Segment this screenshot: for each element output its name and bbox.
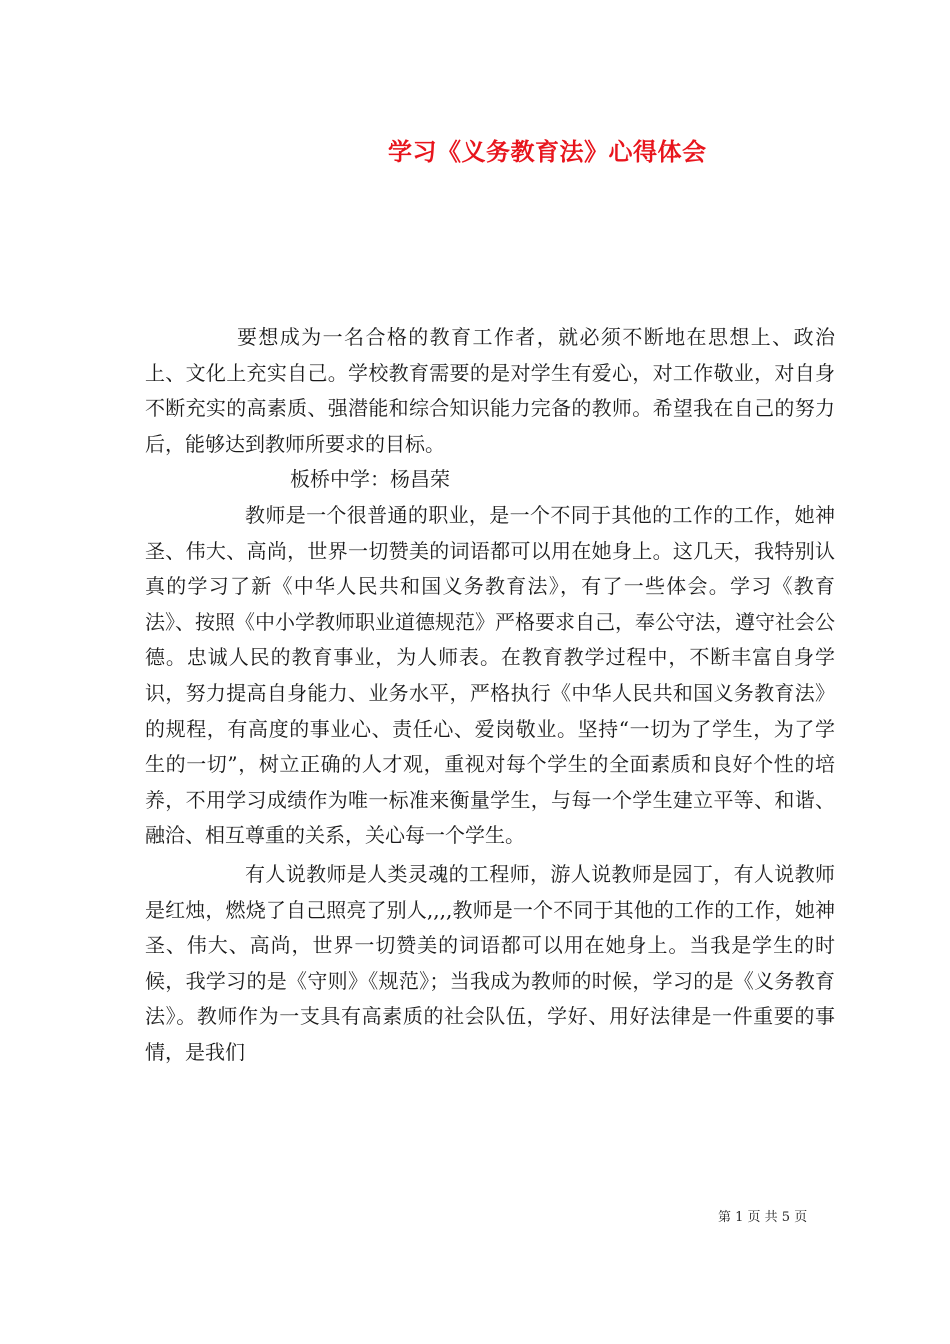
paragraph-intro: 要想成为一名合格的教育工作者，就必须不断地在思想上、政治上、文化上充实自己。学校教育需要的是对学生有爱心，对工作敬业，对自身不断充实的高素质、强潜能和综合知识能力完备的教师。希望我在自己的努力后，能够达到教师所要求的目标。: [145, 325, 835, 456]
paragraph-teacher-profession: 教师是一个很普通的职业，是一个不同于其他的工作的工作，她神圣、伟大、高尚，世界一切赞美的词语都可以用在她身上。这几天，我特别认真的学习了新《中华人民共和国义务教育法》，有了一些体会。学习《教育法》、按照《中小学教师职业道德规范》严格要求自己，奉公守法，遵守社会公德。忠诚人民的教育事业，为人师表。在教育教学过程中，不断丰富自身学识，努力提高自身能力、业务水平，严格执行《中华人民共和国义务教育法》的规程，有高度的事业心、责任心、爱岗敬业。坚持“一切为了学生，为了学生的一切”，树立正确的人才观，重视对每个学生的全面素质和良好个性的培养，不用学习成绩作为唯一标准来衡量学生，与每一个学生建立平等、和谐、融洽、相互尊重的关系，关心每一个学生。: [145, 502, 835, 848]
page-number: 第 1 页 共 5 页: [718, 1210, 808, 1225]
paragraph-teacher-metaphors: 有人说教师是人类灵魂的工程师，游人说教师是园丁，有人说教师是红烛，燃烧了自己照亮了别人,,,,教师是一个不同于其他的工作的工作，她神圣、伟大、高尚，世界一切赞美的词语都可以用在她身上。当我是学生的时候，我学习的是《守则》《规范》；当我成为教师的时候，学习的是《义务教育法》。教师作为一支具有高素质的社会队伍，学好、用好法律是一件重要的事情，是我们: [145, 861, 835, 1064]
author-line: 板桥中学：杨昌荣: [290, 467, 450, 492]
document-title: 学习《义务教育法》心得体会: [388, 137, 707, 166]
document-body: [145, 320, 835, 1070]
